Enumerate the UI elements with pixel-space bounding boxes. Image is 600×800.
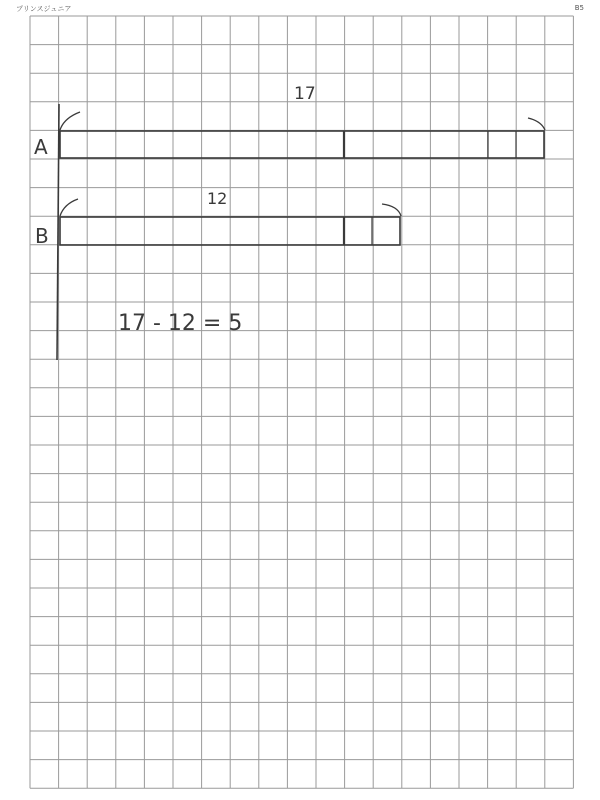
bar-a-brace-left: [60, 112, 80, 130]
equation-text: 17 - 12 = 5: [118, 311, 243, 336]
bar-a: [34, 84, 545, 159]
page-mark: B5: [574, 4, 584, 12]
bar-a-rect: [60, 131, 544, 158]
bar-a-length-label: 17: [294, 84, 316, 104]
bar-b-length-label: 12: [207, 189, 228, 208]
bar-b-label: B: [35, 224, 49, 248]
bar-b-brace-right: [382, 204, 401, 216]
bar-b: [35, 189, 401, 248]
grid-lines: [30, 16, 573, 788]
bar-a-label: A: [34, 135, 48, 159]
bar-a-brace-right: [528, 118, 545, 130]
brand-text: プリンスジュニア: [16, 5, 72, 13]
bar-b-brace-left: [60, 199, 78, 216]
tape-diagram: [34, 84, 545, 360]
